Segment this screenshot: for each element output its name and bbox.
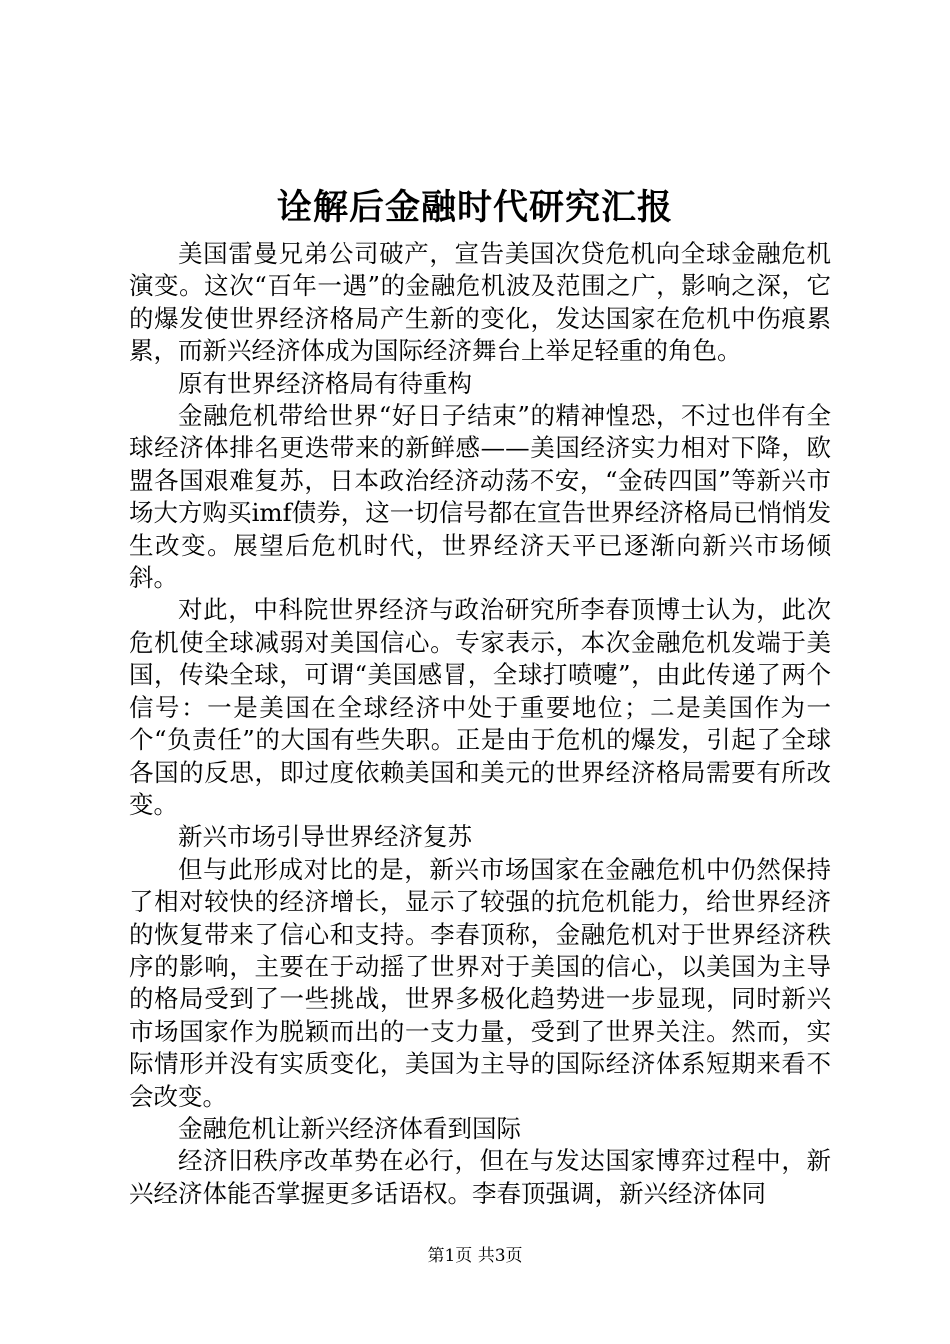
section-heading: 金融危机让新兴经济体看到国际 xyxy=(178,1113,521,1143)
paragraph: 经济旧秩序改革势在必行，但在与发达国家博弈过程中，新兴经济体能否掌握更多话语权。李春顶强调，新兴经济体同 xyxy=(129,1146,831,1208)
page-title: 诠解后金融时代研究汇报 xyxy=(276,187,673,228)
paragraph-intro: 美国雷曼兄弟公司破产，宣告美国次贷危机向全球金融危机演变。这次“百年一遇”的金融危机波及范围之广，影响之深，它的爆发使世界经济格局产生新的变化，发达国家在危机中伤痕累累，而新兴经济体成为国际经济舞台上举足轻重的角色。 xyxy=(129,239,831,366)
page-footer: 第1页 共3页 xyxy=(427,1246,523,1266)
paragraph: 金融危机带给世界“好日子结束”的精神惶恐，不过也伴有全球经济体排名更迭带来的新鲜感——美国经济实力相对下降，欧盟各国艰难复苏，日本政治经济动荡不安，“金砖四国”等新兴市场大方购买imf债券，这一切信号都在宣告世界经济格局已悄悄发生改变。展望后危机时代，世界经济天平已逐渐向新兴市场倾斜。 xyxy=(129,401,831,593)
section-heading: 新兴市场引导世界经济复苏 xyxy=(178,822,472,852)
paragraph: 对此，中科院世界经济与政治研究所李春顶博士认为，此次危机使全球减弱对美国信心。专家表示，本次金融危机发端于美国，传染全球，可谓“美国感冒，全球打喷嚏”，由此传递了两个信号：一是美国在全球经济中处于重要地位；二是美国作为一个“负责任”的大国有些失职。正是由于危机的爆发，引起了全球各国的反思，即过度依赖美国和美元的世界经济格局需要有所改变。 xyxy=(129,595,831,819)
section-heading: 原有世界经济格局有待重构 xyxy=(178,368,472,398)
document-body xyxy=(129,238,831,1210)
paragraph: 但与此形成对比的是，新兴市场国家在金融危机中仍然保持了相对较快的经济增长，显示了较强的抗危机能力，给世界经济的恢复带来了信心和支持。李春顶称，金融危机对于世界经济秩序的影响，主要在于动摇了世界对于美国的信心，以美国为主导的格局受到了一些挑战，世界多极化趋势进一步显现，同时新兴市场国家作为脱颖而出的一支力量，受到了世界关注。然而，实际情形并没有实质变化，美国为主导的国际经济体系短期来看不会改变。 xyxy=(129,854,831,1111)
